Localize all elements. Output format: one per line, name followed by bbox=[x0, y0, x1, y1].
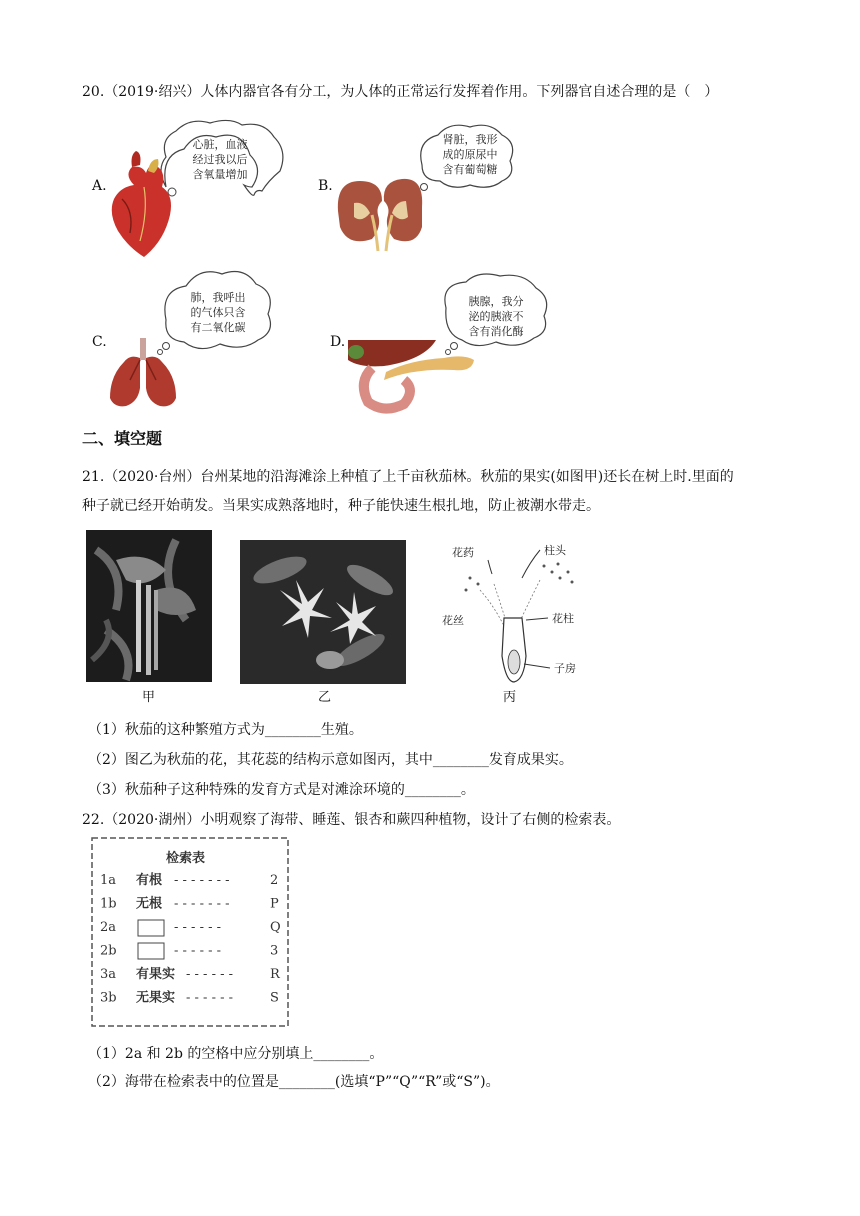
key-row-dashes: - - - - - - - bbox=[174, 873, 230, 888]
key-row-result: P bbox=[270, 896, 279, 912]
q21-sub2: （2）图乙为秋茄的花，其花蕊的结构示意如图丙，其中________发育成果实。 bbox=[88, 752, 573, 768]
option-b-bubble-text: 肾脏，我形 成的原尿中 含有葡萄糖 bbox=[442, 133, 498, 176]
key-row-text: 无根 bbox=[136, 896, 163, 912]
option-a-letter: A. bbox=[92, 178, 107, 194]
q22-sub2: （2）海带在检索表中的位置是________(选填“P”“Q”“R”或“S”)。 bbox=[88, 1074, 500, 1090]
key-row-result: 2 bbox=[270, 873, 279, 888]
label-ovary: 子房 bbox=[554, 662, 576, 675]
key-row-dashes: - - - - - - - bbox=[174, 896, 230, 912]
key-row-dashes: - - - - - - bbox=[174, 920, 222, 935]
key-row-dashes: - - - - - - bbox=[186, 990, 234, 1006]
key-row-code: 1b bbox=[100, 896, 117, 912]
option-d-bubble-text: 胰腺，我分 泌的胰液不 含有消化酶 bbox=[468, 295, 524, 338]
key-row-code: 2b bbox=[100, 943, 117, 959]
key-row-text: 有根 bbox=[136, 873, 163, 888]
identification-key-box bbox=[90, 836, 290, 1030]
lungs-illustration bbox=[104, 262, 284, 418]
q20-stem: 20.（2019·绍兴）人体内器官各有分工，为人体的正常运行发挥着作用。下列器官自述合理的是（ ） bbox=[82, 84, 719, 100]
photo-jia-fruit bbox=[86, 530, 212, 682]
key-row-result: 3 bbox=[270, 943, 279, 959]
figure-label-yi: 乙 bbox=[318, 690, 332, 705]
option-a-bubble-text: 心脏，血液 经过我以后 含氧量增加 bbox=[192, 138, 248, 181]
key-row-text: 有果实 bbox=[136, 967, 176, 982]
key-row-dashes: - - - - - - bbox=[174, 943, 222, 959]
q21-stem-line2: 种子就已经开始萌发。当果实成熟落地时，种子能快速生根扎地，防止被潮水带走。 bbox=[82, 498, 600, 514]
key-blank-2b bbox=[138, 943, 164, 959]
key-row-result: S bbox=[270, 990, 279, 1006]
q21-sub3: （3）秋茄种子这种特殊的发育方式是对滩涂环境的________。 bbox=[88, 782, 475, 798]
photo-yi-flower bbox=[240, 540, 406, 684]
figure-label-jia: 甲 bbox=[142, 690, 156, 705]
option-c-bubble-text: 肺，我呼出 的气体只含 有二氧化碳 bbox=[190, 291, 246, 334]
key-row-result: R bbox=[270, 967, 280, 982]
flower-structure-diagram bbox=[440, 538, 610, 690]
key-row-text: 无果实 bbox=[136, 990, 176, 1006]
option-c-letter: C. bbox=[92, 334, 107, 350]
label-anther: 花药 bbox=[452, 546, 474, 559]
key-blank-2a bbox=[138, 920, 164, 936]
q21-sub1: （1）秋茄的这种繁殖方式为________生殖。 bbox=[88, 722, 363, 738]
key-row-result: Q bbox=[270, 920, 281, 935]
option-b-letter: B. bbox=[318, 178, 333, 194]
heart-icon bbox=[112, 165, 171, 257]
q22-stem: 22.（2020·湖州）小明观察了海带、睡莲、银杏和蕨四种植物，设计了右侧的检索表。 bbox=[82, 812, 621, 828]
trachea-icon bbox=[140, 338, 146, 360]
option-d-letter: D. bbox=[330, 334, 346, 350]
lung-right-icon bbox=[146, 357, 176, 407]
label-stigma: 柱头 bbox=[544, 544, 566, 557]
key-row-code: 3a bbox=[100, 967, 117, 982]
key-row-code: 2a bbox=[100, 920, 117, 935]
label-filament: 花丝 bbox=[442, 614, 464, 627]
q22-sub1: （1）2a 和 2b 的空格中应分别填上________。 bbox=[88, 1046, 384, 1062]
key-title: 检索表 bbox=[166, 851, 206, 866]
key-row-code: 3b bbox=[100, 990, 117, 1006]
key-row-code: 1a bbox=[100, 873, 117, 888]
key-row-dashes: - - - - - - bbox=[186, 967, 234, 982]
section-title: 二、填空题 bbox=[82, 429, 163, 448]
label-style: 花柱 bbox=[552, 612, 574, 625]
lung-left-icon bbox=[110, 357, 140, 407]
figure-label-bing: 丙 bbox=[503, 690, 517, 705]
gallbladder-icon bbox=[348, 345, 364, 359]
q21-stem-line1: 21.（2020·台州）台州某地的沿海滩涂上种植了上千亩秋茄林。秋茄的果实(如图甲)还长在树上时.里面的 bbox=[82, 469, 734, 485]
